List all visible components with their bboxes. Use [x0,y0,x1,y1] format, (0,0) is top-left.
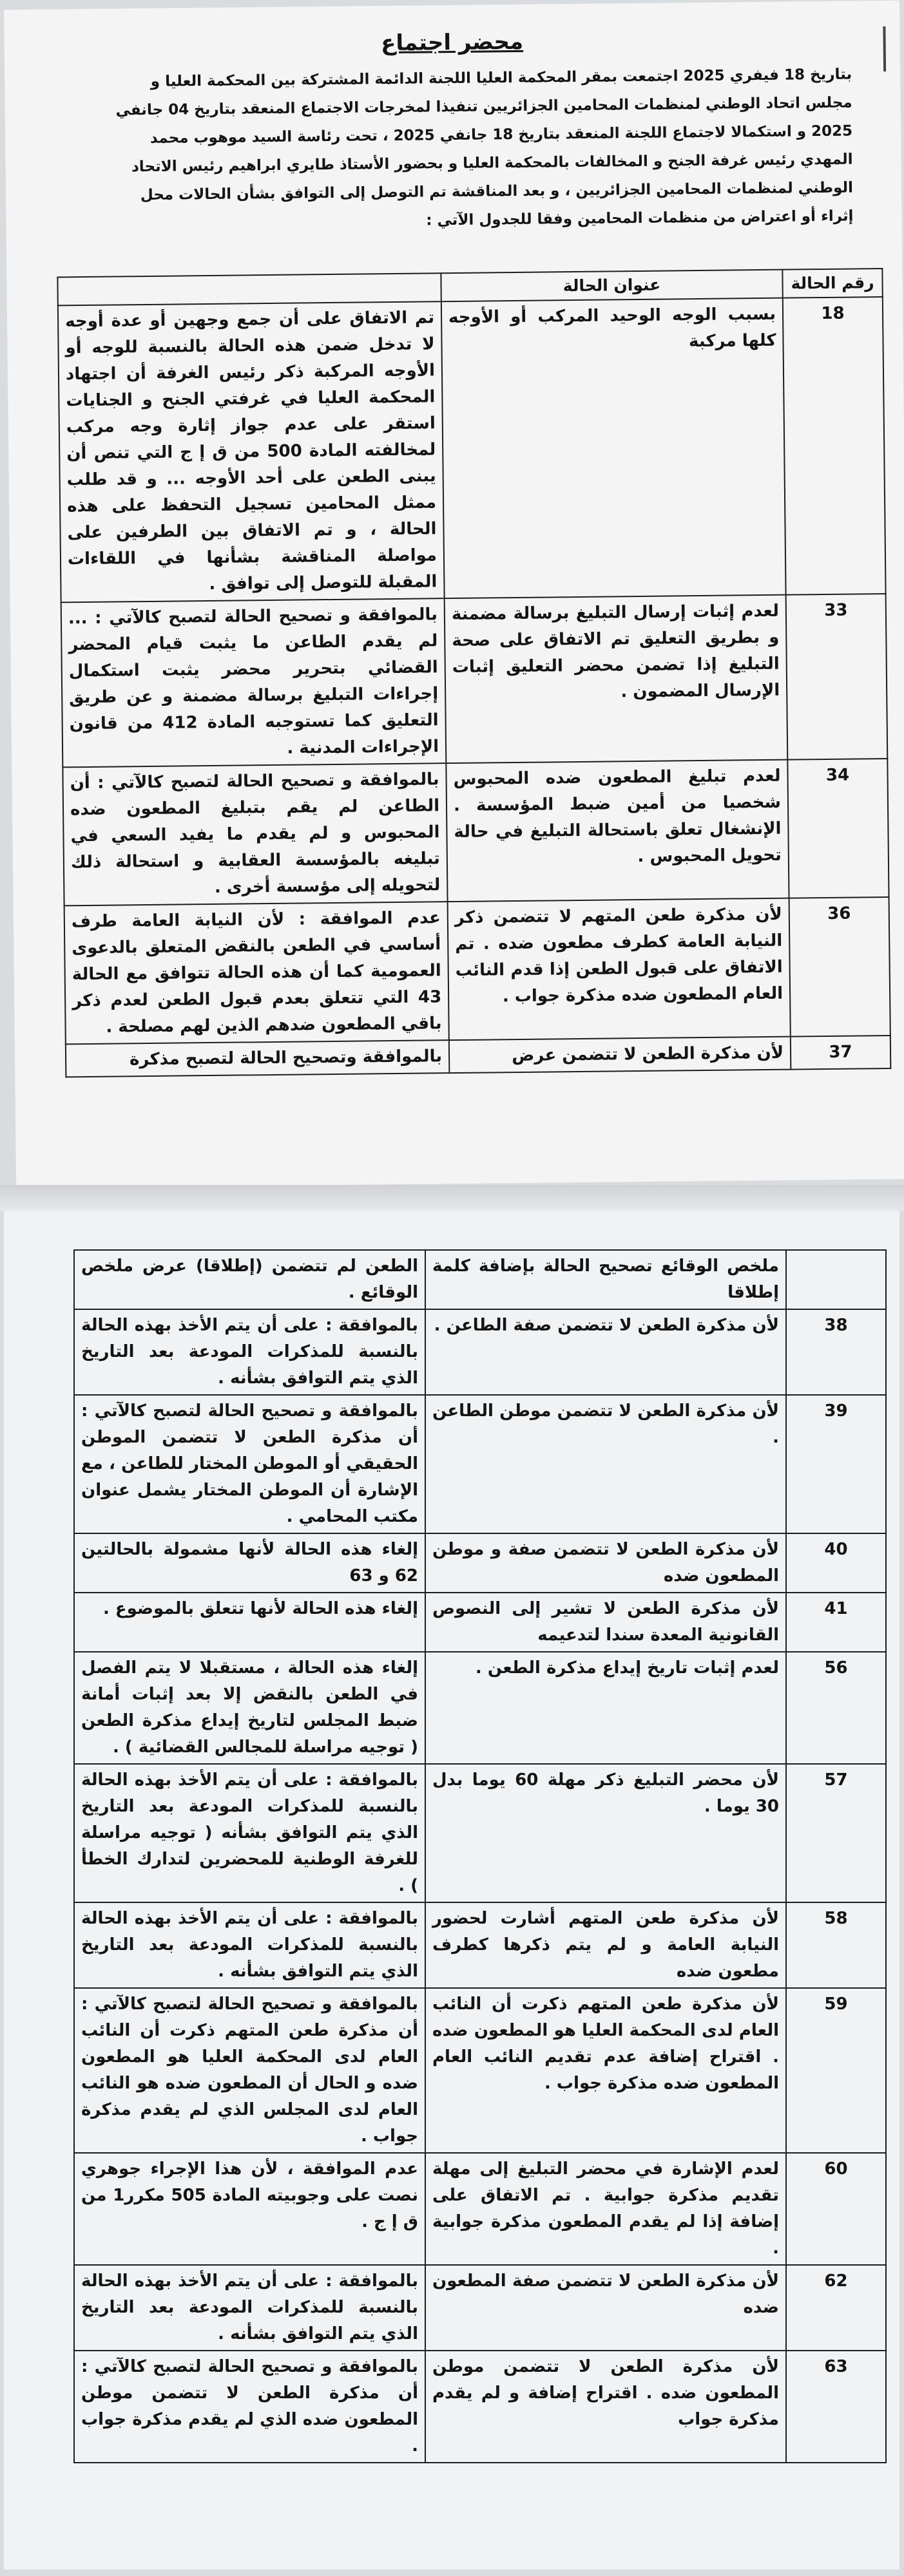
case-number: 37 [791,1036,891,1070]
case-number: 34 [787,759,889,898]
table-row [74,2153,886,2265]
case-result: عدم الموافقة : لأن النيابة العامة طرف أساسي في الطعن بالنقض المتعلق بالدعوى العمومية كما أن هذه الحالة تتوافق مع الحالة 43 التي تتعلق بعدم قبول الطعن لعدم ذكر باقي المطعون ضدهم الذين لهم مصلحة . [64,902,449,1044]
intro-paragraph [50,61,854,239]
table-row [74,1593,886,1652]
table-row [64,897,890,1044]
document-page-1 [4,1,904,1188]
page-gap [0,1185,904,1211]
case-title: لأن مذكرة الطعن لا تتضمن صفة الطاعن . [425,1309,786,1395]
case-title: بسبب الوجه الوحيد المركب أو الأوجه كلها مركبة [441,298,786,599]
intro-line: 2025 و استكمالا لاجتماع اللجنة المنعقد بتاريخ 18 جانفي 2025 ، تحت رئاسة السيد موهوب محمد [149,122,853,147]
case-number: 60 [786,2153,886,2265]
case-number: 63 [786,2351,886,2463]
case-title: لأن مذكرة الطعن لا تتضمن صفة المطعون ضده [425,2265,786,2351]
case-title: لعدم إثبات تاريخ إيداع مذكرة الطعن . [425,1652,786,1764]
intro-line: مجلس اتحاد الوطني لمنظمات المحامين الجزائريين تنفيذا لمخرجات الاجتماع المنعقد بتاريخ 04 جانفي [115,94,852,119]
case-result: الطعن لم تتضمن (إطلاقا) عرض ملخص الوقائع . [74,1250,425,1309]
header-case-result [57,273,441,305]
case-result: إلغاء هذه الحالة ، مستقبلا لا يتم الفصل في الطعن بالنقض إلا بعد إثبات أمانة ضبط المجلس لتاريخ إيداع مذكرة الطعن ( توجيه مراسلة للمجالس القضائية ) . [74,1652,425,1764]
table-row [74,2351,886,2463]
case-result: بالموافقة و تصحيح الحالة لتصبح كالآتي : أن مذكرة الطعن لا تتضمن موطن المطعون ضده الذي لم يقدم مذكرة جواب . [74,2351,425,2463]
case-number: 58 [786,1902,886,1988]
header-case-title: عنوان الحالة [441,270,782,302]
case-title: لأن مذكرة الطعن لا تتضمن موطن الطاعن . [425,1395,786,1533]
case-number: 57 [786,1764,886,1902]
case-title: لأن مذكرة طعن المتهم ذكرت أن النائب العام لدى المحكمة العليا هو المطعون ضده . اقتراح إضافة عدم تقديم النائب العام المطعون ضده مذكرة جواب . [425,1988,786,2153]
table-row [61,594,888,767]
case-number: 36 [789,897,890,1037]
case-title: لعدم إثبات إرسال التبليغ برسالة مضمنة و بطريق التعليق تم الاتفاق على صحة التبليغ إذا تضمن محضر التعليق إثبات الإرسال المضمون . [445,595,788,764]
case-title: لأن مذكرة الطعن لا تتضمن موطن المطعون ضده . اقتراح إضافة و لم يقدم مذكرة جواب [425,2351,786,2463]
table-row [74,1250,886,1309]
case-number: 18 [783,297,886,595]
case-result: بالموافقة و تصحيح الحالة لتصبح كالآتي : أن الطاعن لم يقم بتبليغ المطعون ضده المحبوس و لم يقدم ما يفيد السعي في تبليغه بالمؤسسة العقابية و استحالة ذلك لتحويله إلى مؤسسة أخرى . [63,763,447,905]
intro-line: المهدي رئيس غرفة الجنح و المخالفات بالمحكمة العليا و بحضور الأستاذ طايري ابراهيم رئيس الاتحاد [131,151,853,176]
case-result: بالموافقة : على أن يتم الأخذ بهذه الحالة بالنسبة للمذكرات المودعة بعد التاريخ الذي يتم التوافق بشأنه . [74,1902,425,1988]
document-page-2 [4,1211,899,2570]
intro-line: بتاريخ 18 فيفري 2025 اجتمعت بمقر المحكمة العليا اللجنة الدائمة المشتركة بين المحكمة العليا و [150,66,852,90]
intro-line: الوطني لمنظمات المحامين الجزائريين ، و بعد المناقشة تم التوصل إلى التوافق بشأن الحالات محل [140,179,854,204]
case-number: 33 [786,594,888,760]
case-result: بالموافقة : على أن يتم الأخذ بهذه الحالة بالنسبة للمذكرات المودعة بعد التاريخ الذي يتم التوافق بشأنه . [74,2265,425,2351]
case-result: بالموافقة : على أن يتم الأخذ بهذه الحالة بالنسبة للمذكرات المودعة بعد التاريخ الذي يتم التوافق بشأنه ( توجيه مراسلة للغرفة الوطنية للمحضرين لتدارك الخطأ ) . [74,1764,425,1902]
case-title: لعدم الإشارة في محضر التبليغ إلى مهلة تقديم مذكرة جوابية . تم الاتفاق على إضافة إذا لم يقدم المطعون مذكرة جوابية . [425,2153,786,2265]
case-result: بالموافقة : على أن يتم الأخذ بهذه الحالة بالنسبة للمذكرات المودعة بعد التاريخ الذي يتم التوافق بشأنه . [74,1309,425,1395]
table-row [74,2265,886,2351]
case-result: إلغاء هذه الحالة لأنها مشمولة بالحالتين 62 و 63 [74,1533,425,1593]
case-title: لأن محضر التبليغ ذكر مهلة 60 يوما بدل 30 يوما . [425,1764,786,1902]
table-row [74,1533,886,1593]
table-row [74,1395,886,1533]
case-number: 41 [786,1593,886,1652]
header-case-number: رقم الحالة [782,269,882,298]
case-title: لأن مذكرة الطعن لا تتضمن صفة و موطن المطعون ضده [425,1533,786,1593]
case-result: بالموافقة و تصحيح الحالة لتصبح كالآتي : ... لم يقدم الطاعن ما يثبت قيام المحضر القضائي بتحرير محضر يثبت استكمال إجراءات التبليغ برسالة مضمنة و عن طريق التعليق كما تستوجبه المادة 412 من قانون الإجراءات المدنية . [61,598,447,767]
table-row [63,759,889,905]
case-number: 38 [786,1309,886,1395]
case-number [786,1250,886,1309]
case-title: لأن مذكرة الطعن لا تتضمن عرض [449,1037,791,1074]
intro-line: إثراء أو اعتراض من منظمات المحامين وفقا للجدول الآتي : [426,207,854,229]
case-result: تم الاتفاق على أن جمع وجهين أو عدة أوجه لا تدخل ضمن هذه الحالة بالنسبة للوجه أو الأوجه المركبة ذكر رئيس الغرفة أن اجتهاد المحكمة العليا في غرفتي الجنح و الجنايات استقر على عدم جواز إثارة وجه مركب لمخالفته المادة 500 من ق إ ج التي تنص أن يبنى الطعن على أحد الأوجه ... و قد طلب ممثل المحامين تسجيل التحفظ على هذه الحالة ، و تم الاتفاق بين الطرفين على مواصلة المناقشة بشأنها في اللقاءات المقبلة للتوصل إلى توافق . [58,301,445,602]
case-result: بالموافقة وتصحيح الحالة لتصبح مذكرة [66,1040,450,1077]
case-number: 62 [786,2265,886,2351]
cases-table-continued [73,1249,887,2463]
case-title: لعدم تبليغ المطعون ضده المحبوس شخصيا من أمين ضبط المؤسسة . الإنشغال تعلق باستحالة التبليغ في حالة تحويل المحبوس . [446,760,789,902]
case-result: عدم الموافقة ، لأن هذا الإجراء جوهري نصت على وجوبيته المادة 505 مكرر1 من ق إ ج . [74,2153,425,2265]
case-result: بالموافقة و تصحيح الحالة لتصبح كالآتي : أن مذكرة طعن المتهم ذكرت أن النائب العام لدى المحكمة العليا هو المطعون ضده و الحال أن المطعون ضده هو النائب العام لدى المجلس الذي لم يقدم مذكرة جواب . [74,1988,425,2153]
document-title: محضر اجتماع [380,28,524,57]
case-title: لأن مذكرة الطعن لا تشير إلى النصوص القانونية المعدة سندا لتدعيمه [425,1593,786,1652]
table-row [74,1902,886,1988]
table-row [58,297,886,602]
table-row [74,1988,886,2153]
case-number: 59 [786,1988,886,2153]
table-row [74,1309,886,1395]
case-result: بالموافقة و تصحيح الحالة لتصبح كالآتي : أن مذكرة الطعن لا تتضمن الموطن الحقيقي أو الموطن المختار للطاعن ، مع الإشارة أن الموطن المختار يشمل عنوان مكتب المحامي . [74,1395,425,1533]
case-number: 40 [786,1533,886,1593]
case-result: إلغاء هذه الحالة لأنها تتعلق بالموضوع . [74,1593,425,1652]
case-number: 39 [786,1395,886,1533]
case-number: 56 [786,1652,886,1764]
table-row [74,1764,886,1902]
table-row [74,1652,886,1764]
cases-table [57,268,891,1077]
case-title: ملخص الوقائع تصحيح الحالة بإضافة كلمة إطلاقا [425,1250,786,1309]
case-title: لأن مذكرة طعن المتهم لا تتضمن ذكر النيابة العامة كطرف مطعون ضده . تم الاتفاق على قبول الطعن إذا قدم النائب العام المطعون ضده مذكرة جواب . [448,898,791,1041]
case-title: لأن مذكرة طعن المتهم أشارت لحضور النيابة العامة و لم يتم ذكرها كطرف مطعون ضده [425,1902,786,1988]
